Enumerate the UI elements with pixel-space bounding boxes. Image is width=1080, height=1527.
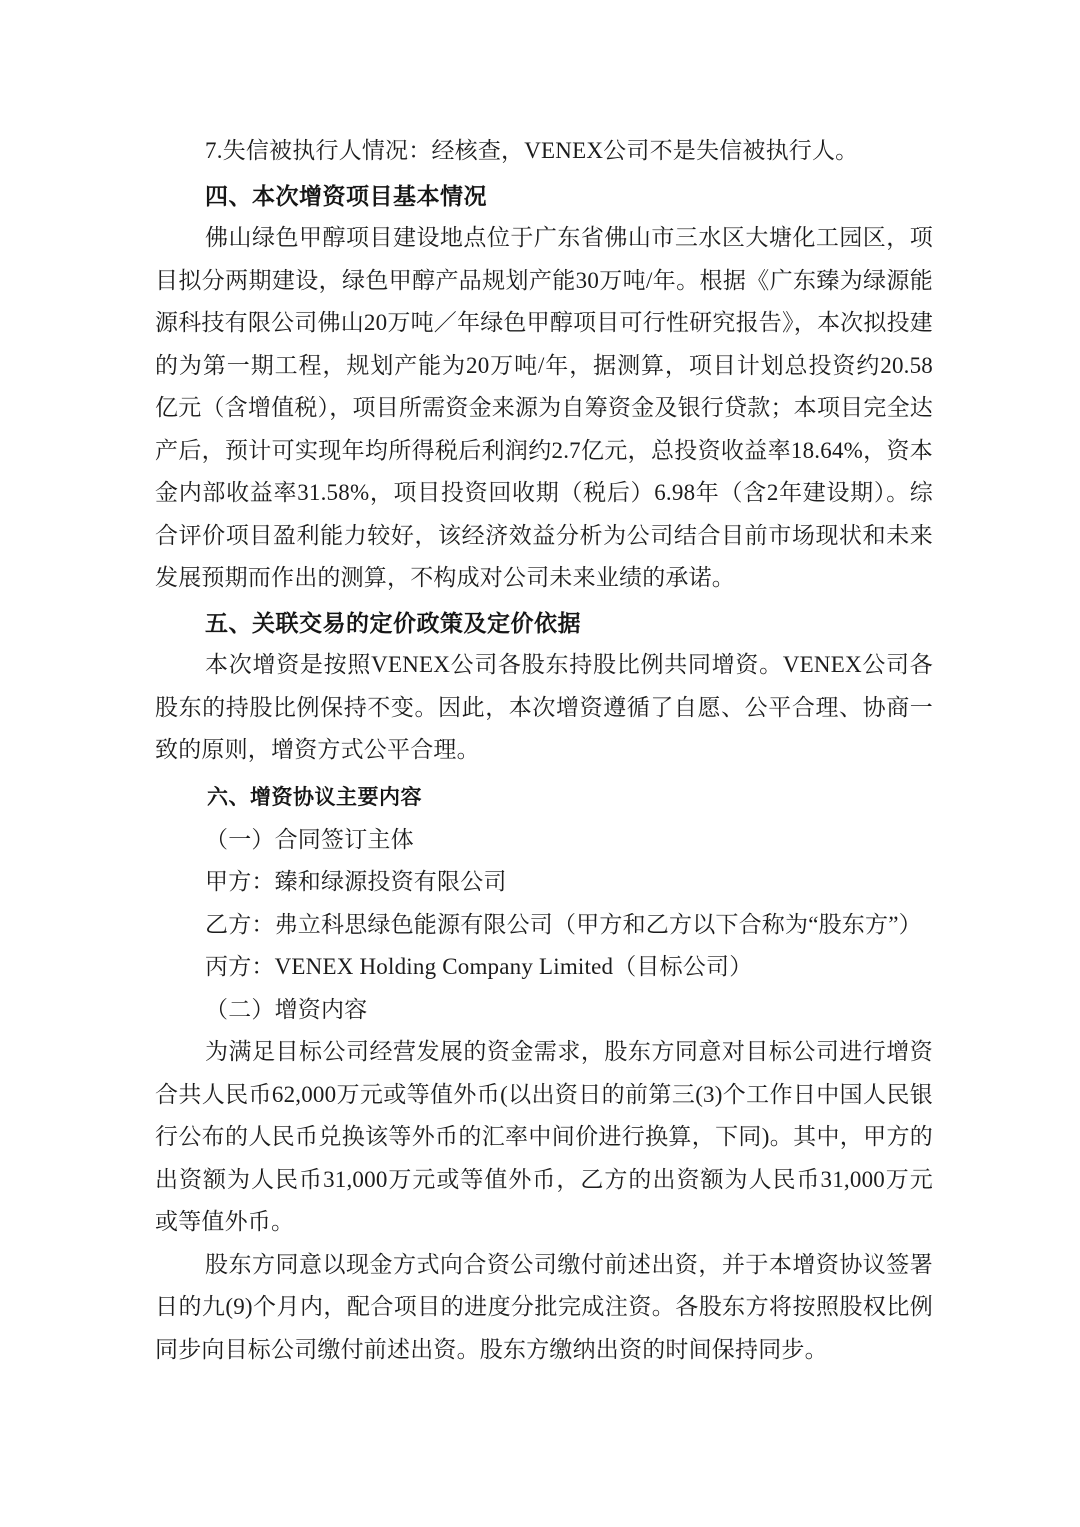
paragraph-party-b: 乙方：弗立科思绿色能源有限公司（甲方和乙方以下合称为“股东方”） <box>205 911 922 937</box>
subheading-contract-parties: （一）合同签订主体 <box>205 826 414 852</box>
paragraph-party-a: 甲方：臻和绿源投资有限公司 <box>205 869 507 894</box>
paragraph-project-description: 佛山绿色甲醇项目建设地点位于广东省佛山市三水区大塘化工园区，项目拟分两期建设，绿色甲醇产品规划产能30万吨/年。根据《广东臻为绿源能源科技有限公司佛山20万吨／年绿色甲醇项目可行性研究报告》，本次拟投建的为第一期工程，规划产能为20万吨/年，据测算，项目计划总投资约20.58亿元（含增值税），项目所需资金来源为自筹资金及银行贷款；本项目完全达产后，预计可实现年均所得税后利润约2.7亿元，总投资收益率18.64%，资本金内部收益率31.58%，项目投资回收期（税后）6.98年（含2年建设期）。综合评价项目盈利能力较好，该经济效益分析为公司结合目前市场现状和未来发展预期而作出的测算，不构成对公司未来业绩的承诺。 <box>155 225 933 590</box>
section-heading-5-pricing-policy: 五、关联交易的定价政策及定价依据 <box>205 609 581 636</box>
document-text-block <box>155 130 933 1371</box>
paragraph-dishonest-executee-status: 7.失信被执行人情况：经核查，VENEX公司不是失信被执行人。 <box>205 138 859 163</box>
paragraph-capital-increase-amount: 为满足目标公司经营发展的资金需求，股东方同意对目标公司进行增资合共人民币62,000万元或等值外币(以出资日的前第三(3)个工作日中国人民银行公布的人民币兑换该等外币的汇率中间价进行换算，下同)。其中，甲方的出资额为人民币31,000万元或等值外币，乙方的出资额为人民币31,000万元或等值外币。 <box>155 1039 933 1234</box>
paragraph-party-c: 丙方：VENEX Holding Company Limited（目标公司） <box>205 954 753 979</box>
section-heading-6-agreement-main-content: 六、增资协议主要内容 <box>207 785 422 809</box>
paragraph-payment-terms: 股东方同意以现金方式向合资公司缴付前述出资，并于本增资协议签署日的九(9)个月内，配合项目的进度分批完成注资。各股东方将按照股权比例同步向目标公司缴付前述出资。股东方缴纳出资的时间保持同步。 <box>155 1251 933 1362</box>
section-heading-4-project-basic-info: 四、本次增资项目基本情况 <box>205 182 487 209</box>
paragraph-pricing-basis: 本次增资是按照VENEX公司各股东持股比例共同增资。VENEX公司各股东的持股比例保持不变。因此，本次增资遵循了自愿、公平合理、协商一致的原则，增资方式公平合理。 <box>155 652 933 762</box>
subheading-capital-increase-content: （二）增资内容 <box>205 996 368 1022</box>
